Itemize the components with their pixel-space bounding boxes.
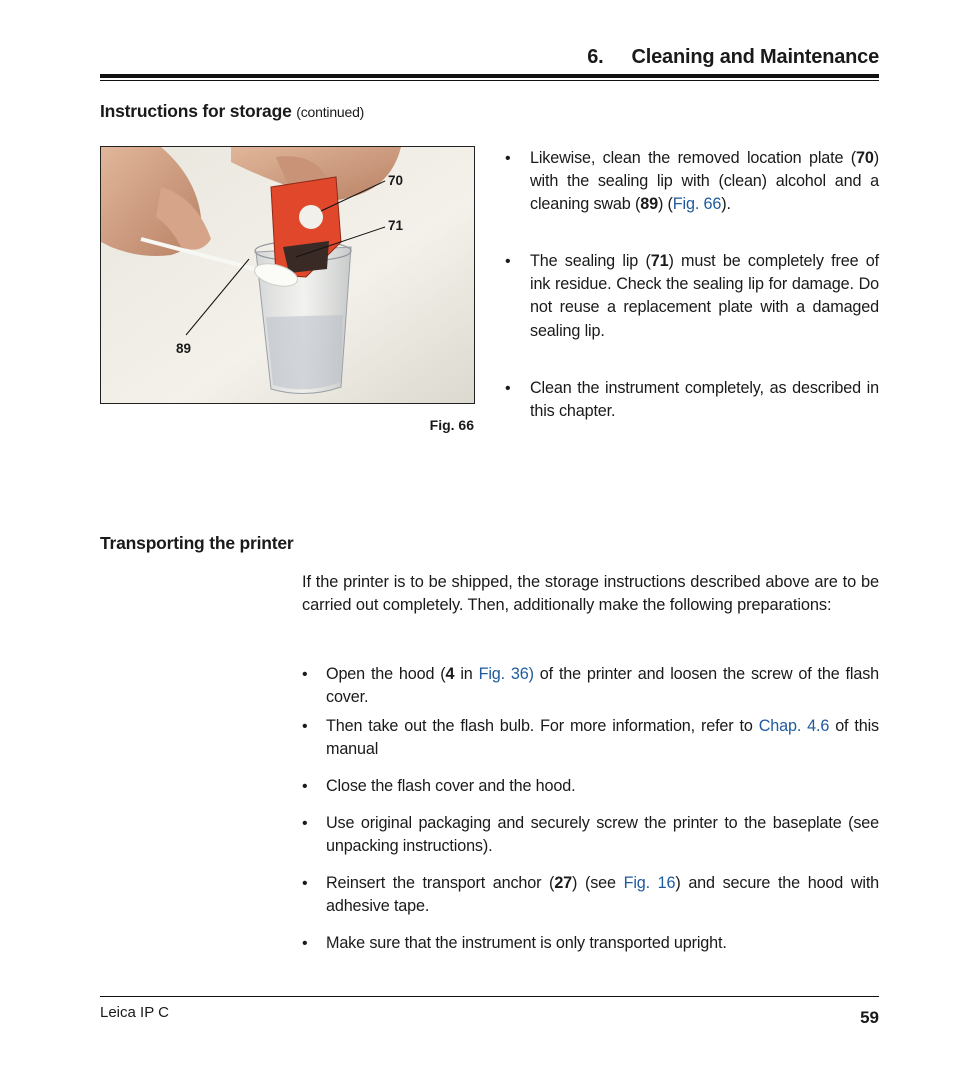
reference-number: 4 bbox=[445, 665, 455, 683]
storage-bullet-text bbox=[530, 147, 879, 217]
footer-product-name: Leica IP C bbox=[100, 1004, 169, 1021]
storage-heading-text: Instructions for storage bbox=[100, 101, 292, 121]
bullet-text-segment: of the printer and loosen the screw of the flash cover. bbox=[326, 665, 879, 707]
bullet-marker: • bbox=[505, 253, 511, 270]
chapter-title: Cleaning and Maintenance bbox=[631, 46, 879, 68]
reference-number: 27 bbox=[554, 874, 573, 892]
bullet-text-segment: in bbox=[454, 665, 479, 683]
transport-bullet-item bbox=[302, 932, 879, 955]
bullet-text-segment: ) and secure the hood with adhesive tape. bbox=[326, 874, 880, 916]
transport-bullet-text bbox=[326, 932, 879, 955]
chapter-number: 6. bbox=[587, 46, 604, 68]
transport-intro-paragraph: If the printer is to be shipped, the storage instructions described above are to be carried out completely. Then, additionally make the following preparations: bbox=[302, 573, 879, 615]
bullet-text-segment: Then take out the flash bulb. For more information, refer to bbox=[326, 717, 759, 735]
storage-heading bbox=[100, 101, 364, 122]
storage-bullet-item bbox=[505, 250, 879, 343]
bullet-text-segment: Likewise, clean the removed location plate ( bbox=[530, 149, 857, 167]
reference-number: 70 bbox=[856, 149, 874, 167]
cross-reference-link[interactable]: Fig. 16 bbox=[623, 874, 676, 892]
transport-bullet-text bbox=[326, 663, 879, 709]
header-rule-thin bbox=[100, 80, 879, 81]
storage-heading-suffix: (continued) bbox=[296, 104, 365, 120]
transport-bullet-item bbox=[302, 775, 879, 798]
cross-reference-link[interactable]: Fig. 36) bbox=[478, 665, 534, 683]
callout-71: 71 bbox=[388, 218, 404, 233]
callout-70: 70 bbox=[388, 173, 404, 188]
bullet-text-segment: ) with the sealing lip with (clean) alcohol and a cleaning swab ( bbox=[530, 149, 879, 214]
storage-bullet-item bbox=[505, 377, 879, 423]
bullet-text-segment: of this manual bbox=[326, 717, 879, 759]
transport-bullet-text bbox=[326, 872, 879, 918]
cross-reference-link[interactable]: Chap. 4.6 bbox=[758, 717, 830, 735]
bullet-text-segment: Clean the instrument completely, as described in this chapter. bbox=[530, 379, 879, 421]
reference-number: 71 bbox=[650, 252, 669, 270]
bullet-text-segment: ) ( bbox=[657, 195, 673, 214]
callout-89: 89 bbox=[176, 341, 192, 356]
bullet-marker: • bbox=[302, 666, 308, 683]
chapter-header bbox=[100, 46, 879, 69]
bullet-marker: • bbox=[505, 380, 511, 397]
bullet-text-segment: Reinsert the transport anchor ( bbox=[326, 874, 555, 892]
bullet-text-segment: Open the hood ( bbox=[326, 665, 446, 683]
transport-bullet-text bbox=[326, 775, 879, 798]
transport-bullet-item bbox=[302, 715, 879, 761]
reference-number: 89 bbox=[640, 195, 658, 214]
bullet-text-segment: ) (see bbox=[572, 874, 624, 892]
transport-bullet-text bbox=[326, 812, 879, 858]
cleaning-photo-illustration bbox=[101, 147, 474, 403]
figure-caption: Fig. 66 bbox=[429, 417, 474, 433]
bullet-marker: • bbox=[302, 718, 308, 735]
page-number: 59 bbox=[860, 1008, 879, 1027]
transport-heading: Transporting the printer bbox=[100, 533, 294, 553]
bullet-text-segment: Close the flash cover and the hood. bbox=[326, 777, 576, 795]
bullet-marker: • bbox=[505, 150, 511, 167]
footer-rule bbox=[100, 996, 879, 997]
storage-bullet-text bbox=[530, 377, 879, 423]
storage-bullet-item bbox=[505, 147, 879, 217]
bullet-text-segment: ). bbox=[721, 195, 731, 214]
header-rule-thick bbox=[100, 74, 879, 78]
transport-bullet-item bbox=[302, 663, 879, 709]
bullet-marker: • bbox=[302, 778, 308, 795]
bullet-text-segment: The sealing lip ( bbox=[530, 252, 651, 270]
transport-bullet-text bbox=[326, 715, 879, 761]
transport-bullet-item bbox=[302, 812, 879, 858]
bullet-marker: • bbox=[302, 815, 308, 832]
cross-reference-link[interactable]: Fig. 66 bbox=[672, 195, 722, 214]
bullet-marker: • bbox=[302, 935, 308, 952]
bullet-text-segment: Make sure that the instrument is only transported upright. bbox=[326, 934, 727, 952]
storage-bullet-text bbox=[530, 250, 879, 343]
bullet-text-segment: Use original packaging and securely screw the printer to the baseplate (see unpacking instructions). bbox=[326, 814, 879, 856]
figure-66-photo bbox=[100, 146, 475, 404]
bullet-text-segment: ) must be completely free of ink residue. Check the sealing lip for damage. Do not reuse a replacement plate with a damaged sealing lip. bbox=[530, 252, 879, 340]
bullet-marker: • bbox=[302, 875, 308, 892]
transport-bullet-item bbox=[302, 872, 879, 918]
